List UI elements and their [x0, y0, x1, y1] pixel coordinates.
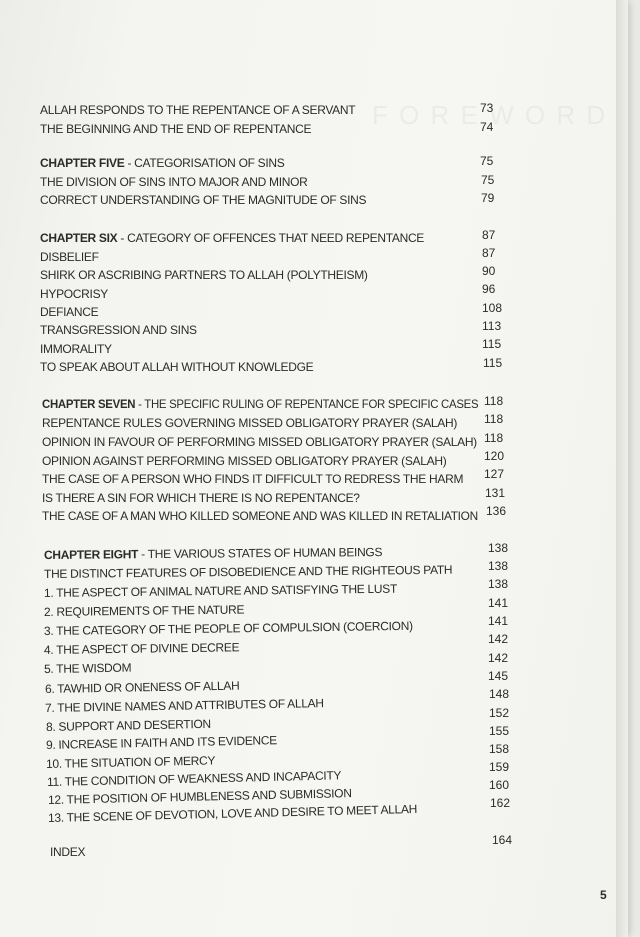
toc-entry-page: 162	[490, 796, 511, 810]
toc-entry-page: 118	[484, 412, 504, 426]
toc-entry-title: - THE SPECIFIC RULING OF REPENTANCE FOR SPECIFIC CASES	[135, 397, 479, 411]
toc-chapter-heading	[44, 545, 382, 562]
toc-entry-title: - THE VARIOUS STATES OF HUMAN BEINGS	[138, 545, 383, 562]
toc-entry-title: 10. THE SITUATION OF MERCY	[45, 753, 216, 771]
toc-entry	[46, 753, 215, 771]
toc-entry-title: 9. INCREASE IN FAITH AND ITS EVIDENCE	[45, 733, 278, 752]
toc-entry	[40, 122, 311, 136]
toc-entry-title: 4. THE ASPECT OF DIVINE DECREE	[43, 640, 240, 657]
toc-entry-title: 6. TAWHID OR ONENESS OF ALLAH	[44, 678, 240, 696]
toc-entry-page: 118	[484, 394, 504, 408]
toc-entry-page: 75	[481, 173, 495, 187]
toc-entry-page: 120	[484, 449, 505, 463]
chapter-label: CHAPTER EIGHT	[43, 547, 139, 562]
toc-entry-title: THE CASE OF A PERSON WHO FINDS IT DIFFICULT TO REDRESS THE HARM	[42, 472, 464, 486]
toc-entry	[40, 250, 99, 264]
toc-entry	[45, 696, 324, 715]
toc-entry-page: 90	[482, 264, 496, 278]
toc-entry-title: DEFIANCE	[40, 305, 99, 319]
toc-entry-title: IS THERE A SIN FOR WHICH THERE IS NO REPENTANCE?	[42, 491, 360, 505]
toc-entry	[42, 454, 446, 468]
toc-entry	[40, 193, 366, 207]
toc-entry-title: 5. THE WISDOM	[43, 660, 132, 676]
toc-entry	[44, 619, 413, 638]
toc-entry-page: 155	[489, 724, 510, 738]
toc-chapter-heading	[42, 397, 478, 411]
page-number: 5	[600, 888, 607, 902]
toc-entry-page: 108	[482, 301, 503, 315]
toc-entry-title: CORRECT UNDERSTANDING OF THE MAGNITUDE OF SINS	[40, 193, 367, 207]
toc-entry-title: 1. THE ASPECT OF ANIMAL NATURE AND SATISFYING THE LUST	[43, 581, 398, 600]
toc-entry-title: 8. SUPPORT AND DESERTION	[45, 716, 211, 734]
toc-entry-title: ALLAH RESPONDS TO THE REPENTANCE OF A SERVANT	[40, 103, 356, 117]
toc-entry	[42, 509, 478, 523]
toc-entry	[42, 472, 463, 486]
toc-entry-title: - CATEGORISATION OF SINS	[124, 156, 285, 170]
toc-entry-title: TO SPEAK ABOUT ALLAH WITHOUT KNOWLEDGE	[40, 360, 314, 374]
toc-entry-page: 73	[480, 101, 494, 115]
toc-entry-page: 164	[492, 833, 513, 847]
toc-entry	[40, 360, 313, 374]
toc-entry-title: INDEX	[50, 845, 86, 859]
toc-entry-title: OPINION IN FAVOUR OF PERFORMING MISSED OBLIGATORY PRAYER (SALAH)	[42, 435, 477, 449]
toc-entry-page: 115	[482, 337, 502, 351]
toc-entry-page: 145	[488, 669, 509, 683]
toc-entry	[45, 679, 240, 696]
toc-entry-page: 131	[485, 486, 506, 500]
toc-entry-title: SHIRK OR ASCRIBING PARTNERS TO ALLAH (POLYTHEISM)	[40, 268, 368, 282]
toc-entry-page: 160	[489, 778, 510, 792]
toc-entry	[46, 733, 277, 752]
toc-entry	[40, 342, 112, 356]
toc-entry	[46, 717, 211, 734]
toc-entry	[40, 175, 308, 189]
toc-entry	[40, 287, 108, 301]
toc-entry	[40, 305, 98, 319]
toc-entry	[40, 103, 355, 117]
toc-entry-page: 74	[480, 120, 494, 134]
toc-entry-title: 2. REQUIREMENTS OF THE NATURE	[43, 602, 245, 619]
toc-entry-title: THE BEGINNING AND THE END OF REPENTANCE	[40, 122, 312, 136]
toc-entry	[44, 640, 239, 657]
toc-entry-index	[50, 845, 85, 859]
toc-entry	[40, 268, 368, 282]
toc-entry	[47, 768, 341, 789]
toc-entry-title: OPINION AGAINST PERFORMING MISSED OBLIGATORY PRAYER (SALAH)	[42, 454, 447, 468]
toc-entry-title: HYPOCRISY	[40, 287, 108, 301]
toc-chapter-heading	[40, 156, 285, 170]
toc-entry-title: THE DIVISION OF SINS INTO MAJOR AND MINOR	[40, 175, 308, 189]
toc-entry-page: 113	[482, 319, 502, 333]
chapter-label: CHAPTER SIX	[40, 231, 118, 245]
toc-entry-title: 12. THE POSITION OF HUMBLENESS AND SUBMISSION	[47, 786, 352, 807]
toc-entry-title: REPENTANCE RULES GOVERNING MISSED OBLIGATORY PRAYER (SALAH)	[42, 416, 458, 430]
toc-entry-title: - CATEGORY OF OFFENCES THAT NEED REPENTANCE	[117, 231, 425, 245]
toc-entry-title: 11. THE CONDITION OF WEAKNESS AND INCAPACITY	[46, 768, 342, 789]
toc-entry	[42, 491, 360, 505]
toc-entry	[42, 416, 457, 430]
chapter-label: CHAPTER SEVEN	[42, 397, 136, 411]
chapter-label: CHAPTER FIVE	[40, 156, 125, 170]
toc-entry-title: DISBELIEF	[40, 250, 99, 264]
toc-entry-page: 138	[488, 577, 509, 591]
toc-entry-page: 152	[489, 706, 510, 720]
toc-entry	[44, 603, 244, 619]
toc-entry-page: 127	[484, 467, 505, 481]
toc-entry-page: 148	[489, 687, 510, 701]
toc-entry-page: 138	[488, 559, 509, 573]
toc-entry-page: 141	[488, 614, 509, 628]
toc-entry-page: 79	[481, 191, 495, 205]
toc-entry-title: TRANSGRESSION AND SINS	[40, 323, 197, 337]
toc-entry-page: 141	[488, 596, 509, 610]
toc-entry	[40, 323, 197, 337]
toc-entry-title: IMMORALITY	[40, 342, 112, 356]
toc-entry-page: 87	[482, 228, 496, 242]
toc-entry-page: 96	[482, 282, 496, 296]
toc-entry-title: 3. THE CATEGORY OF THE PEOPLE OF COMPULSION (COERCION)	[43, 618, 413, 638]
toc-entry	[42, 435, 477, 449]
toc-entry-page: 142	[488, 651, 509, 665]
toc-chapter-heading	[40, 231, 424, 245]
toc-entry-page: 115	[483, 356, 503, 370]
toc-entry	[44, 661, 131, 676]
toc-entry-title: THE CASE OF A MAN WHO KILLED SOMEONE AND WAS KILLED IN RETALIATION	[42, 509, 478, 523]
toc-entry-page: 118	[484, 431, 504, 445]
toc-entry-page: 159	[489, 760, 510, 774]
toc-entry-page: 75	[480, 154, 494, 168]
toc-entry-page: 142	[488, 632, 509, 646]
toc-entry	[44, 582, 397, 600]
toc-entry-page: 136	[486, 504, 507, 518]
toc-entry-page: 158	[489, 742, 510, 756]
toc-entry-title: THE DISTINCT FEATURES OF DISOBEDIENCE AND THE RIGHTEOUS PATH	[43, 562, 453, 581]
toc-entry-title: 7. THE DIVINE NAMES AND ATTRIBUTES OF ALLAH	[44, 696, 324, 715]
toc-entry-page: 138	[488, 541, 509, 555]
toc-entry-page: 87	[482, 246, 496, 260]
toc-entry-title: 13. THE SCENE OF DEVOTION, LOVE AND DESIRE TO MEET ALLAH	[47, 801, 418, 825]
toc-entry	[44, 563, 452, 581]
